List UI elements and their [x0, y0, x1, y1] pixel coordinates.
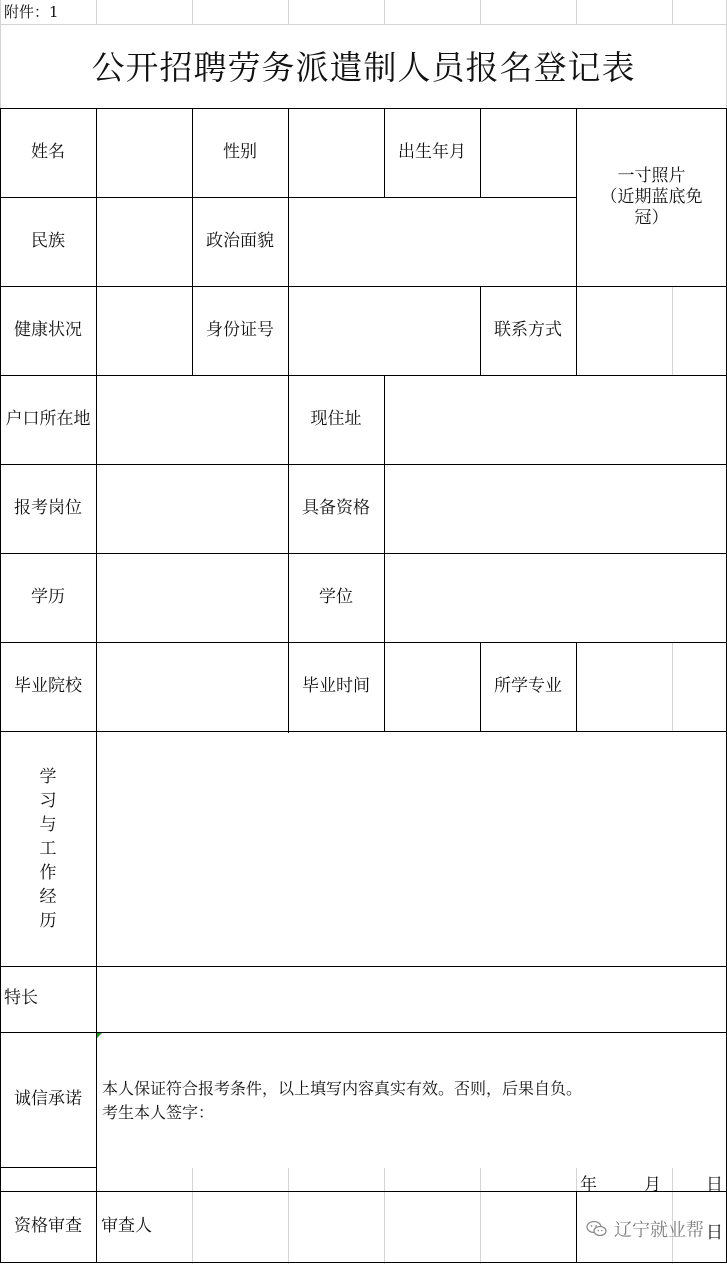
- experience-label: [0, 731, 96, 966]
- household-label: 户口所在地: [5, 408, 91, 429]
- watermark: [586, 1216, 704, 1242]
- qualification-label: 具备资格: [302, 497, 370, 518]
- experience-char: 学: [39, 766, 57, 787]
- date-day-1: 日: [706, 1175, 723, 1195]
- experience-char: 经: [39, 886, 57, 907]
- experience-field[interactable]: [97, 732, 726, 966]
- photo-line-1: 一寸照片: [617, 165, 686, 186]
- degree-field[interactable]: [385, 554, 726, 642]
- experience-char: 历: [39, 910, 57, 931]
- specialty-field[interactable]: [97, 967, 726, 1032]
- major-field[interactable]: [577, 643, 726, 731]
- date-year-1: 年: [580, 1175, 597, 1195]
- experience-char: 与: [39, 814, 57, 835]
- birth-label: 出生年月: [398, 141, 466, 162]
- gender-label: 性别: [223, 141, 257, 162]
- photo-line-2: （近期蓝底免: [600, 186, 703, 207]
- signature-label: 考生本人签字：: [102, 1103, 215, 1122]
- address-label: 现住址: [310, 408, 362, 429]
- ethnicity-field[interactable]: [97, 198, 192, 286]
- school-label: 毕业院校: [14, 675, 82, 696]
- position-field[interactable]: [97, 465, 288, 553]
- qualification-field[interactable]: [385, 465, 726, 553]
- ethnicity-label: 民族: [31, 230, 65, 251]
- reviewer-field[interactable]: [193, 1192, 576, 1262]
- integrity-label: 诚信承诺: [14, 1088, 82, 1109]
- name-field[interactable]: [97, 109, 192, 197]
- date-month-1: 月: [644, 1175, 661, 1195]
- health-field[interactable]: [97, 287, 192, 375]
- grad-time-field[interactable]: [385, 643, 480, 731]
- education-field[interactable]: [97, 554, 288, 642]
- gender-field[interactable]: [289, 109, 384, 197]
- political-label: 政治面貌: [206, 230, 274, 251]
- household-field[interactable]: [97, 376, 288, 464]
- degree-label: 学位: [319, 586, 353, 607]
- attachment-label: 附件：1: [4, 2, 59, 21]
- major-label: 所学专业: [494, 675, 562, 696]
- experience-char: 习: [39, 790, 57, 811]
- political-field[interactable]: [289, 198, 576, 286]
- specialty-label: 特长: [4, 988, 38, 1009]
- name-label: 姓名: [31, 141, 65, 162]
- address-field[interactable]: [385, 376, 726, 464]
- contact-label: 联系方式: [494, 319, 562, 340]
- form-title: 公开招聘劳务派遣制人员报名登记表: [91, 48, 636, 88]
- health-label: 健康状况: [14, 319, 82, 340]
- date-day-2: 日: [706, 1223, 723, 1243]
- position-label: 报考岗位: [14, 497, 82, 518]
- education-label: 学历: [31, 586, 65, 607]
- pledge-area[interactable]: [97, 1033, 726, 1191]
- review-label: 资格审查: [14, 1215, 82, 1236]
- wechat-icon: [586, 1220, 608, 1238]
- watermark-text: 辽宁就业帮: [614, 1220, 704, 1241]
- id-number-label: 身份证号: [206, 319, 274, 340]
- school-field[interactable]: [97, 643, 288, 731]
- photo-line-3: 冠）: [634, 208, 669, 229]
- id-number-field[interactable]: [289, 287, 480, 375]
- comment-marker-icon: [97, 1033, 102, 1038]
- grad-time-label: 毕业时间: [302, 675, 370, 696]
- reviewer-label: 审查人: [101, 1216, 152, 1237]
- birth-field[interactable]: [481, 109, 576, 197]
- contact-field[interactable]: [577, 287, 726, 375]
- pledge-statement: 本人保证符合报考条件，以上填写内容真实有效。否则，后果自负。: [102, 1079, 583, 1098]
- experience-char: 工: [39, 838, 57, 859]
- experience-char: 作: [39, 862, 57, 883]
- photo-box[interactable]: [577, 109, 726, 286]
